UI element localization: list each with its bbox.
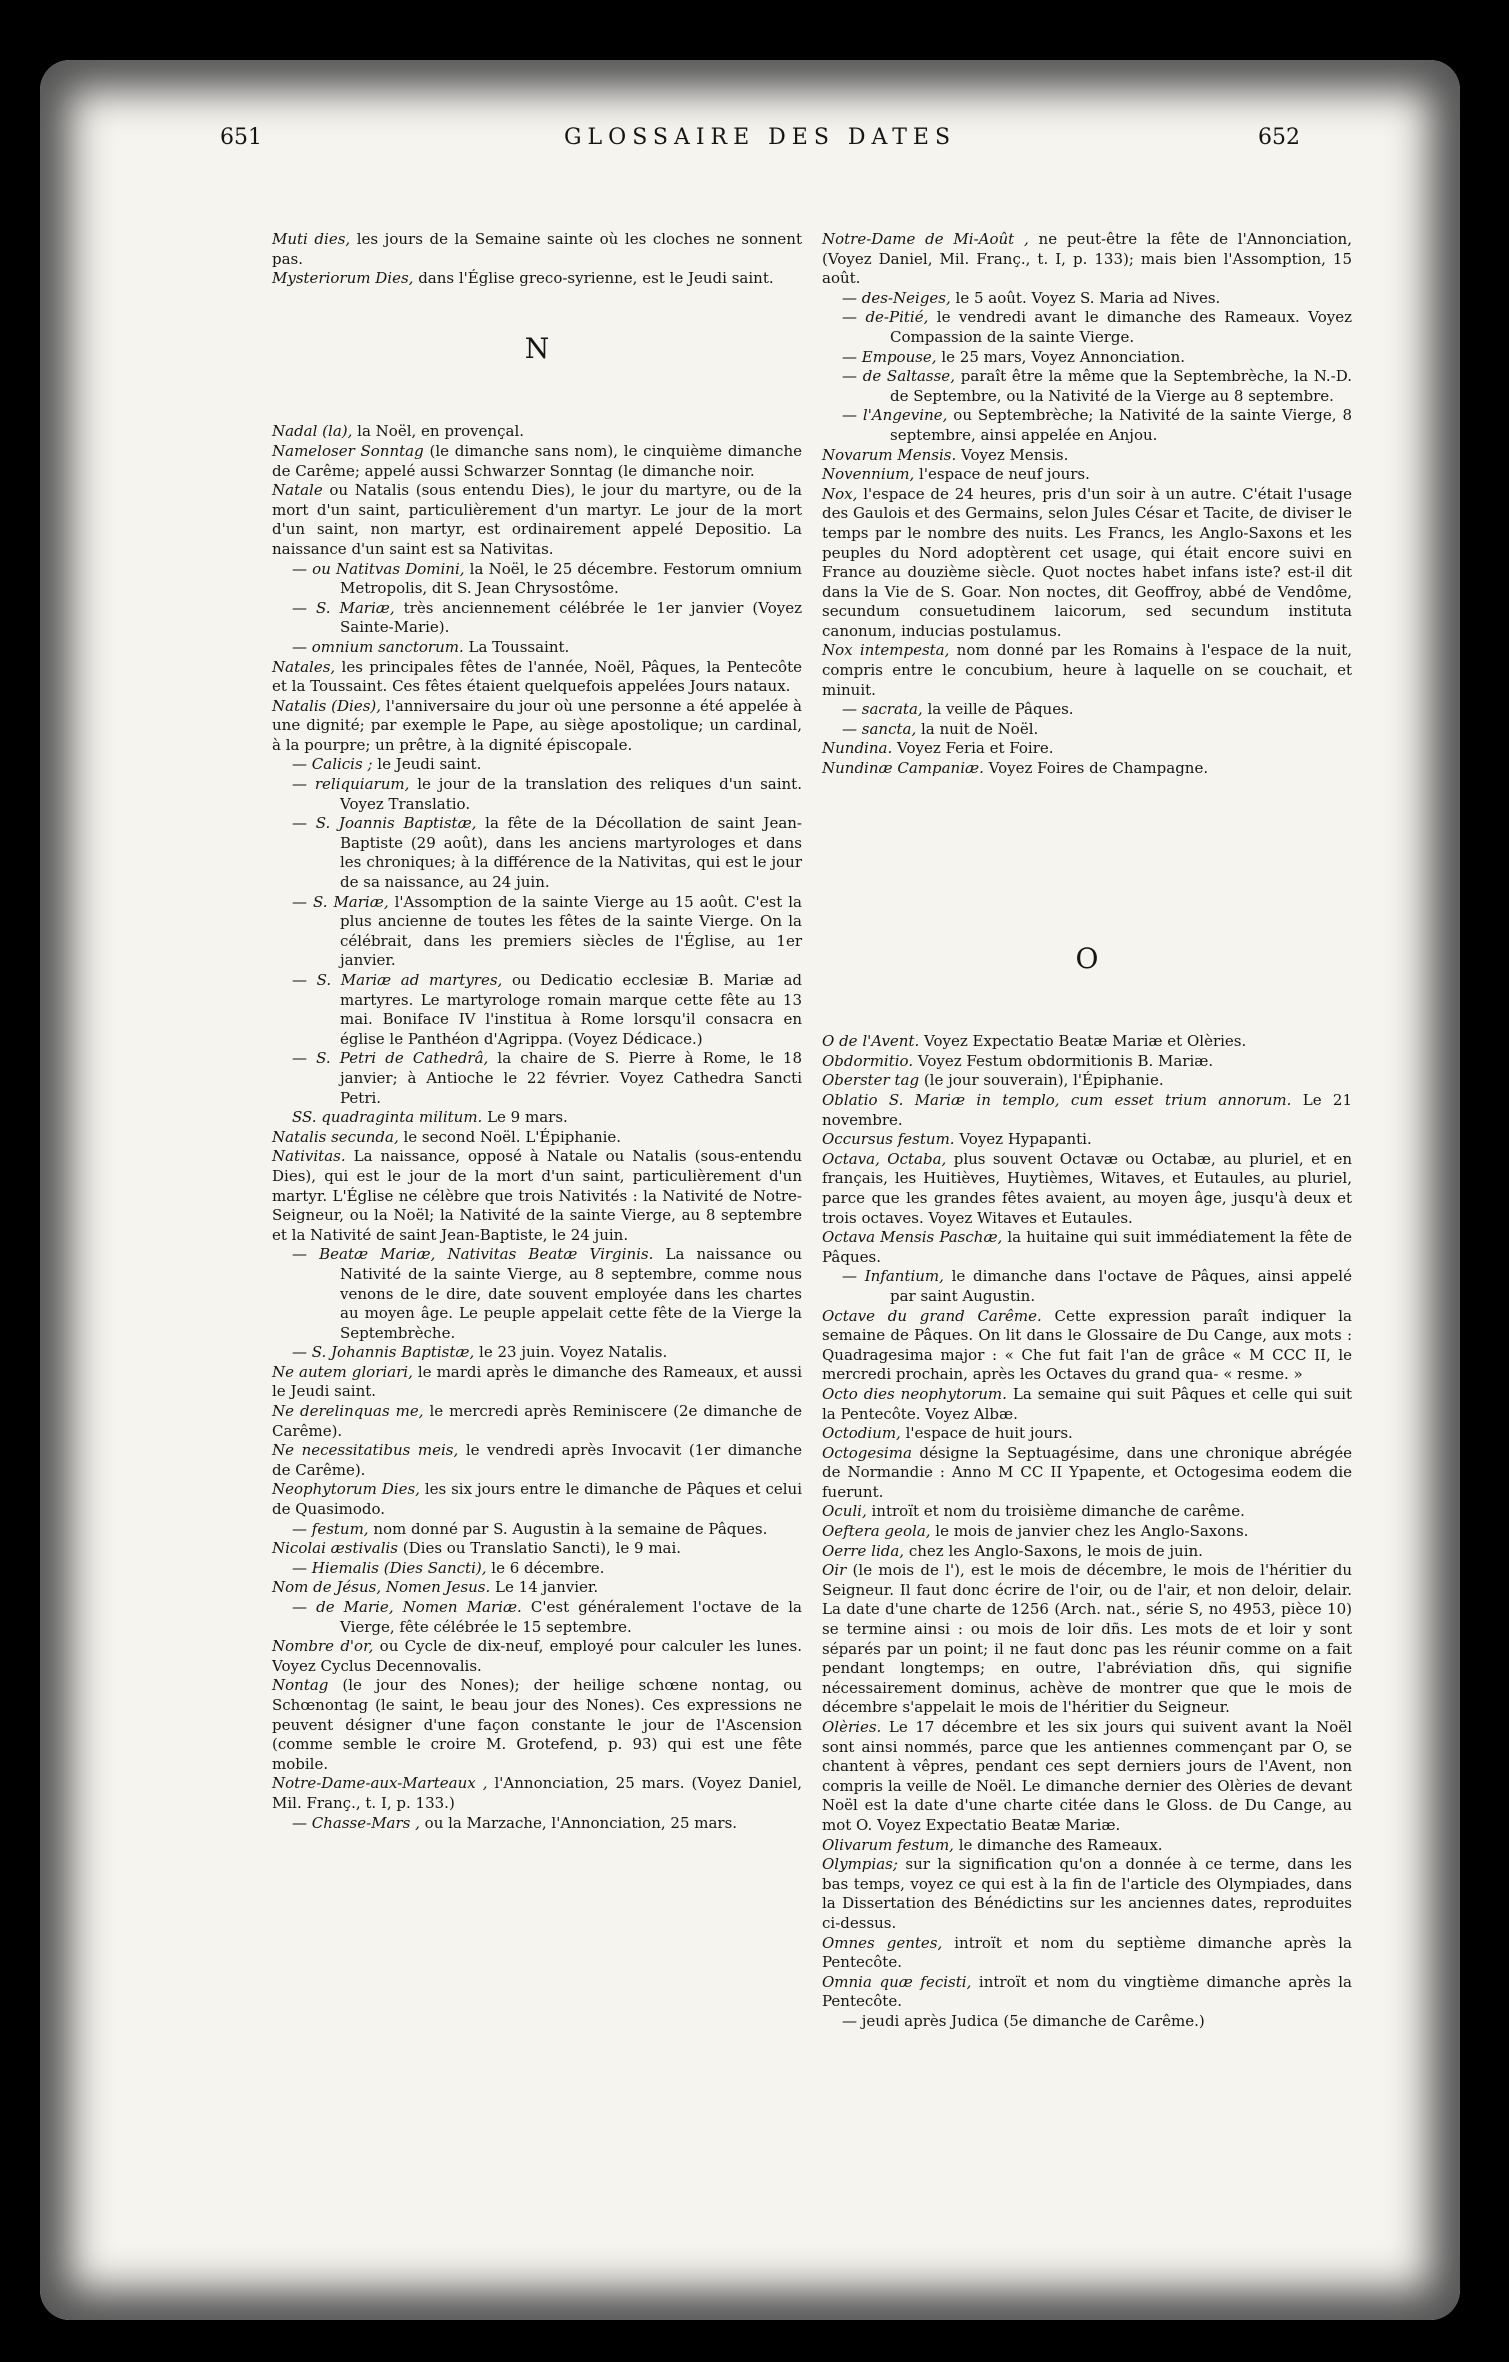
glossary-entry — [822, 465, 1352, 485]
entry-term: — l'Angevine, — [842, 406, 948, 425]
right-column — [822, 230, 1352, 2032]
entry-definition: le dimanche des Rameaux. — [953, 1835, 1163, 1854]
page-number-left: 651 — [220, 125, 262, 150]
entry-definition: Voyez Foires de Champagne. — [983, 759, 1209, 778]
entry-definition: (le jour des Nones); der heilige schœne nontag, ou Schœnontag (le saint, le beau jour des Nones). Ces expressions ne peuvent désigner d'une façon constante le jour de l'Ascension (comme semble le croire M. Grotefend, p. 93) qui est une fête mobile. — [272, 1676, 802, 1773]
entry-term: Nundinæ Campaniæ. — [822, 759, 984, 778]
entry-term: — S. Petri de Cathedrâ, — [292, 1049, 489, 1068]
entry-term: Nontag — [272, 1676, 329, 1695]
entry-term: Mysteriorum Dies, — [272, 269, 414, 288]
glossary-entry — [272, 1147, 802, 1245]
entry-definition: ou Septembrèche; la Nativité de la sainte Vierge, 8 septembre, ainsi appelée en Anjou. — [890, 406, 1352, 444]
entry-definition: ou Cycle de dix-neuf, employé pour calculer les lunes. Voyez Cyclus Decennovalis. — [272, 1637, 803, 1675]
entry-term: Nombre d'or, — [272, 1637, 374, 1656]
glossary-entry — [272, 971, 802, 1049]
entry-definition: la chaire de S. Pierre à Rome, le 18 janvier; à Antioche le 22 février. Voyez Cathedra Sancti Petri. — [340, 1049, 802, 1107]
spacer — [822, 779, 1352, 899]
entry-term: Novennium, — [822, 465, 915, 484]
entry-definition: les jours de la Semaine sainte où les cloches ne sonnent pas. — [272, 230, 802, 268]
entry-definition: très anciennement célébrée le 1er janvier (Voyez Sainte-Marie). — [340, 598, 802, 637]
glossary-entry — [822, 1091, 1352, 1130]
glossary-entry — [272, 1108, 802, 1128]
entry-definition: le mois de janvier chez les Anglo-Saxons. — [930, 1522, 1249, 1541]
entry-definition: nom donné par les Romains à l'espace de la nuit, compris entre le concubium, heure à laquelle on se couchait, et minuit. — [822, 641, 1352, 699]
glossary-entry — [822, 2012, 1352, 2032]
entry-definition: l'espace de huit jours. — [900, 1424, 1073, 1443]
glossary-entry — [272, 638, 802, 658]
entry-definition: le vendredi après Invocavit (1er dimanche de Carême). — [272, 1441, 802, 1479]
entry-term: — Chasse-Mars , — [292, 1813, 420, 1832]
entry-definition: l'Annonciation, 25 mars. (Voyez Daniel, Mil. Franç., t. I, p. 133.) — [272, 1774, 803, 1812]
glossary-entry — [822, 446, 1352, 466]
entry-term: — S. Johannis Baptistæ, — [292, 1343, 475, 1362]
page-title: GLOSSAIRE DES DATES — [563, 125, 957, 150]
entry-term: Novarum Mensis. — [822, 445, 957, 464]
entry-definition: l'espace de 24 heures, pris d'un soir à un autre. C'était l'usage des Gaulois et des Germains, selon Jules César et Tacite, de diviser le temps par le nombre des nuits. Les Francs, les Anglo-Saxons et les peuples du Nord adoptèrent cet usage, qui était encore suivi en France au douzième siècle. Quot noctes habet infans iste? est-il dit dans la Vie de S. Goar. Non noctes, dit Geoffroy, abbé de Vendôme, secundum consuetudinem laicorum, sed secundum instituta canonum, inducias postulamus. — [822, 484, 1352, 640]
entry-definition: ou Dedicatio ecclesiæ B. Mariæ ad martyres. Le martyrologe romain marque cette fête au 13 mai. Boniface IV l'institua à Rome lorsqu'il consacra en église le Panthéon d'Agrippa. (Voyez Dédicace.) — [340, 971, 802, 1048]
glossary-entry — [822, 1561, 1352, 1718]
entry-term: Ne autem gloriari, — [272, 1362, 413, 1381]
glossary-entry — [822, 1150, 1352, 1228]
entry-definition: le second Noël. L'Épiphanie. — [398, 1127, 622, 1146]
glossary-entry — [822, 1385, 1352, 1424]
glossary-entry — [272, 1245, 802, 1343]
entry-term: Nom de Jésus, Nomen Jesus. — [272, 1578, 491, 1597]
glossary-entry — [822, 308, 1352, 347]
entry-term: — S. Mariæ, — [292, 598, 395, 617]
entry-term: Olympias; — [822, 1855, 898, 1874]
glossary-entry — [272, 1637, 802, 1676]
entry-term: — de Saltasse, — [842, 367, 955, 386]
entry-term: — Empouse, — [842, 347, 937, 366]
glossary-entry — [822, 485, 1352, 642]
glossary-entry — [272, 599, 802, 638]
entry-definition: nom donné par S. Augustin à la semaine de Pâques. — [368, 1519, 768, 1538]
entry-term: Octava, Octaba, — [822, 1149, 947, 1168]
entry-definition: ne peut-être la fête de l'Annonciation, (Voyez Daniel, Mil. Franç., t. I, p. 133); mais bien l'Assomption, 15 août. — [822, 230, 1352, 288]
entry-term: — sancta, — [842, 719, 917, 738]
entry-term: Oeftera geola, — [822, 1522, 931, 1541]
entry-definition: paraît être la même que la Septembrèche, la N.-D. de Septembre, ou la Nativité de la Vierge au 8 septembre. — [890, 367, 1352, 405]
glossary-entry — [822, 1502, 1352, 1522]
entry-term: — omnium sanctorum. — [292, 637, 464, 656]
entry-term: Nox, — [822, 484, 858, 503]
entry-definition: Cette expression paraît indiquer la semaine de Pâques. On lit dans le Glossaire de Du Cange, aux mots : Quadragesima major : « Che fut fait l'an de grâce « M CCC II, le mercredi prochain, après les Octaves du grand qua- « resme. » — [822, 1306, 1352, 1384]
entry-definition: la nuit de Noël. — [916, 719, 1039, 738]
entry-definition: introït et nom du septième dimanche après la Pentecôte. — [822, 1933, 1352, 1972]
glossary-entry — [272, 1049, 802, 1108]
entry-term: Omnia quæ fecisti, — [822, 1972, 972, 1991]
entry-definition: (le jour souverain), l'Épiphanie. — [919, 1071, 1164, 1090]
entry-definition: dans l'Église greco-syrienne, est le Jeudi saint. — [413, 269, 774, 288]
entry-term: — Calicis ; — [292, 755, 373, 774]
entry-definition: chez les Anglo-Saxons, le mois de juin. — [904, 1541, 1203, 1560]
entry-definition: La semaine qui suit Pâques et celle qui suit la Pentecôte. Voyez Albæ. — [822, 1384, 1352, 1423]
entry-definition: (Dies ou Translatio Sancti), le 9 mai. — [398, 1539, 682, 1558]
entry-term: Oir — [822, 1561, 847, 1580]
entry-definition: le jour de la translation des reliques d'un saint. Voyez Translatio. — [340, 775, 802, 813]
entry-definition: l'Assomption de la sainte Vierge au 15 août. C'est la plus ancienne de toutes les fêtes de la sainte Vierge. On la célébrait, dans les premiers siècles de l'Église, au 1er janvier. — [340, 892, 802, 970]
entry-term: O de l'Avent. — [822, 1032, 920, 1051]
entry-definition: introït et nom du vingtième dimanche après la Pentecôte. — [822, 1972, 1352, 2011]
entry-definition: ou Natalis (sous entendu Dies), le jour du martyre, ou de la mort d'un saint, particulièrement d'un martyr. Le jour de la mort d'un saint, non martyr, est ordinairement appelé Depositio. La naissance d'un saint est sa Nativitas. — [272, 481, 802, 558]
glossary-entry — [272, 1774, 802, 1813]
glossary-entry — [822, 1267, 1352, 1306]
entry-term: — — [842, 2011, 857, 2030]
glossary-entry — [272, 1598, 802, 1637]
entry-definition: le dimanche dans l'octave de Pâques, ainsi appelé par saint Augustin. — [890, 1267, 1352, 1305]
entry-term: Oberster tag — [822, 1071, 920, 1090]
entry-term: Nameloser Sonntag — [272, 441, 424, 460]
glossary-entry — [822, 1934, 1352, 1973]
glossary-entry — [822, 348, 1352, 368]
entry-definition: le 25 mars, Voyez Annonciation. — [936, 347, 1185, 366]
entry-term: Muti dies, — [272, 230, 351, 248]
glossary-entry — [272, 442, 802, 481]
entry-definition: jeudi après Judica (5e dimanche de Carême.) — [857, 2011, 1205, 2030]
glossary-entry — [822, 641, 1352, 700]
entry-definition: les six jours entre le dimanche de Pâques et celui de Quasimodo. — [272, 1480, 802, 1519]
entry-term: Nicolai æstivalis — [272, 1539, 398, 1558]
entry-term: Ne derelinquas me, — [272, 1402, 424, 1421]
entry-definition: le mardi après le dimanche des Rameaux, et aussi le Jeudi saint. — [272, 1362, 802, 1401]
glossary-entry — [822, 1836, 1352, 1856]
page-number-right: 652 — [1258, 125, 1300, 150]
glossary-entry — [272, 560, 802, 599]
glossary-entry — [822, 1052, 1352, 1072]
entry-definition: l'anniversaire du jour où une personne a été appelée à une dignité; par exemple le Pape, au siège apostolique; un cardinal, à la pourpre; un prêtre, à la dignité épiscopale. — [272, 696, 802, 754]
glossary-entry — [272, 269, 802, 289]
glossary-entry — [822, 1424, 1352, 1444]
running-header — [220, 125, 1300, 165]
entry-term: — des-Neiges, — [842, 288, 951, 307]
entry-definition: Voyez Feria et Foire. — [892, 739, 1054, 758]
entry-definition: la Noël, le 25 décembre. Festorum omnium Metropolis, dit S. Jean Chrysostôme. — [340, 559, 802, 598]
entry-definition: l'espace de neuf jours. — [914, 465, 1090, 484]
entry-term: Ne necessitatibus meis, — [272, 1441, 459, 1460]
glossary-entry — [822, 700, 1352, 720]
section-letter-n: N — [524, 331, 550, 365]
glossary-entry — [272, 1441, 802, 1480]
entry-definition: le Jeudi saint. — [372, 755, 482, 774]
glossary-entry — [272, 697, 802, 756]
entry-definition: La Toussaint. — [463, 637, 570, 656]
entry-term: — S. Joannis Baptistæ, — [292, 814, 477, 833]
entry-term: Octodium, — [822, 1424, 901, 1443]
entry-definition: désigne la Septuagésime, dans une chronique abrégée de Normandie : Anno M CC II Ypapente, et Octogesima eodem die fuerunt. — [822, 1443, 1352, 1501]
entry-definition: plus souvent Octavæ ou Octabæ, au pluriel, et en français, les Huitièves, Huytièmes, Witaves, et Eutaules, au pluriel, parce que les grandes fêtes avaient, au moyen âge, jusqu'à deux et trois octaves. Voyez Witaves et Eutaules. — [822, 1149, 1353, 1227]
entry-definition: le mercredi après Reminiscere (2e dimanche de Carême). — [272, 1402, 802, 1440]
entry-definition: Voyez Mensis. — [956, 445, 1069, 464]
entry-term: Octogesima — [822, 1443, 912, 1462]
entry-term: Nundina. — [822, 739, 893, 758]
entry-term: SS. quadraginta militum. — [292, 1108, 483, 1127]
glossary-entry — [822, 1855, 1352, 1933]
entry-definition: Le 9 mars. — [482, 1108, 568, 1127]
entry-definition: la Noël, en provençal. — [352, 422, 525, 441]
glossary-entry — [272, 230, 802, 269]
entry-term: — de-Pitié, — [842, 308, 929, 327]
glossary-entry — [822, 1032, 1352, 1052]
glossary-entry — [272, 1402, 802, 1441]
entry-definition: Le 14 janvier. — [490, 1578, 599, 1597]
entry-term: Natalis (Dies), — [272, 696, 382, 715]
entry-term: — sacrata, — [842, 700, 923, 719]
entry-definition: la fête de la Décollation de saint Jean-Baptiste (29 août), dans les anciens martyrologes et dans les chroniques; à la différence de la Nativitas, qui est le jour de sa naissance, au 24 juin. — [340, 814, 802, 892]
entry-term: Omnes gentes, — [822, 1933, 943, 1952]
glossary-entry — [272, 1539, 802, 1559]
glossary-entry — [822, 1071, 1352, 1091]
glossary-entry — [272, 1363, 802, 1402]
entry-term: Natales, — [272, 657, 336, 676]
entry-term: Notre-Dame-aux-Marteaux , — [272, 1774, 488, 1793]
entry-definition: Voyez Festum obdormitionis B. Mariæ. — [913, 1051, 1214, 1070]
glossary-entry — [822, 1130, 1352, 1150]
section-letter-o: O — [1075, 941, 1099, 975]
entry-definition: la veille de Pâques. — [922, 700, 1074, 719]
entry-definition: le vendredi avant le dimanche des Rameaux. Voyez Compassion de la sainte Vierge. — [890, 308, 1352, 346]
entry-term: — de Marie, Nomen Mariæ. — [292, 1598, 522, 1616]
entry-definition: La naissance, opposé à Natale ou Natalis (sous-entendu Dies), qui est le jour de la mort d'un saint, particulièrement d'un martyr. L'Église ne célèbre que trois Nativités : la Nativité de Notre-Seigneur, ou la Noël; la Nativité de la sainte Vierge, au 8 septembre et la Nativité de saint Jean-Baptiste, le 24 juin. — [272, 1147, 802, 1244]
glossary-entry — [272, 814, 802, 892]
entry-definition: (le mois de l'), est le mois de décembre, le mois de l'héritier du Seigneur. Il faut donc écrire de l'oir, ou de l'air, et non deloir, delair. La date d'une charte de 1256 (Arch. nat., série S, no 4953, pièce 10) se termine ainsi : ou mois de loir dñs. Les mots de et loir y sont séparés par un point; il ne faut donc pas les réunir comme on a fait pendant longtemps; en outre, l'abréviation dñs, qui signifie nécessairement dominus, achève de montrer que que le mois de décembre s'appelait le mois de l'héritier du Seigneur. — [822, 1561, 1352, 1717]
entry-term: Occursus festum. — [822, 1130, 955, 1149]
entry-definition: le 6 décembre. — [486, 1558, 605, 1577]
entry-term: — ou Natitvas Domini, — [292, 559, 465, 578]
entry-definition: Voyez Expectatio Beatæ Mariæ et Olèries. — [919, 1032, 1247, 1051]
entry-term: Octave du grand Carême. — [822, 1306, 1042, 1325]
glossary-entry — [822, 289, 1352, 309]
entry-term: — reliquiarum, — [292, 775, 410, 794]
glossary-entry — [822, 1973, 1352, 2012]
entry-definition: le 23 juin. Voyez Natalis. — [474, 1343, 668, 1362]
glossary-entry — [822, 230, 1352, 289]
glossary-entry — [272, 1128, 802, 1148]
entry-definition: les principales fêtes de l'année, Noël, Pâques, la Pentecôte et la Toussaint. Ces fêtes étaient quelquefois appelées Jours nataux. — [272, 657, 802, 696]
glossary-entry — [272, 1676, 802, 1774]
entry-definition: La naissance ou Nativité de la sainte Vierge, au 8 septembre, comme nous venons de le dire, date souvent employée dans les chartes au moyen âge. Le peuple appelait cette fête de la Vierge la Septembrèche. — [340, 1245, 803, 1342]
entry-term: — S. Mariæ, — [292, 892, 389, 911]
glossary-entry — [822, 1718, 1352, 1836]
glossary-entry — [272, 1520, 802, 1540]
glossary-entry — [822, 1228, 1352, 1267]
entry-term: Obdormitio. — [822, 1051, 914, 1070]
entry-definition: Le 17 décembre et les six jours qui suivent avant la Noël sont ainsi nommés, parce que les antiennes commençant par O, se chantent à vêpres, pendant ces sept derniers jours de l'Avent, non compris la veille de Noël. Le dimanche dernier des Olèries de devant Noël est la date d'une charte citée dans le Gloss. de Du Cange, au mot O. Voyez Expectatio Beatæ Mariæ. — [822, 1718, 1352, 1834]
entry-term: — S. Mariæ ad martyres, — [292, 971, 503, 989]
entry-definition: Le 21 novembre. — [822, 1091, 1353, 1129]
glossary-entry — [822, 1444, 1352, 1503]
glossary-entry — [272, 755, 802, 775]
entry-term: Nadal (la), — [272, 422, 353, 441]
entry-term: Oerre lida, — [822, 1541, 905, 1560]
glossary-entry — [822, 759, 1352, 779]
entry-term: Natale — [272, 481, 323, 500]
entry-term: Nox intempesta, — [822, 641, 950, 660]
glossary-entry — [822, 367, 1352, 406]
entry-term: Olèries. — [822, 1718, 882, 1736]
entry-term: Notre-Dame de Mi-Août , — [822, 230, 1029, 248]
entry-term: Nativitas. — [272, 1147, 346, 1166]
glossary-entry — [272, 1814, 802, 1834]
glossary-entry — [272, 775, 802, 814]
entry-term: Natalis secunda, — [272, 1127, 399, 1146]
glossary-entry — [822, 720, 1352, 740]
entry-definition: la huitaine qui suit immédiatement la fête de Pâques. — [822, 1228, 1353, 1266]
entry-term: — Beatæ Mariæ, Nativitas Beatæ Virginis. — [292, 1245, 654, 1264]
glossary-entry — [272, 893, 802, 971]
entry-definition: Voyez Hypapanti. — [954, 1130, 1092, 1149]
entry-term: — festum, — [292, 1519, 369, 1538]
entry-term: Oculi, — [822, 1502, 867, 1521]
glossary-entry — [272, 1578, 802, 1598]
entry-term: Olivarum festum, — [822, 1835, 954, 1854]
glossary-entry — [822, 406, 1352, 445]
glossary-entry — [272, 1343, 802, 1363]
left-column — [272, 230, 802, 1833]
entry-definition: sur la signification qu'on a donnée à ce terme, dans les bas temps, voyez ce qui est à la fin de l'article des Olympiades, dans la Dissertation des Bénédictins sur les anciennes dates, reproduites ci-dessus. — [822, 1855, 1352, 1932]
entry-term: — Hiemalis (Dies Sancti), — [292, 1558, 487, 1577]
entry-term: Octo dies neophytorum. — [822, 1384, 1007, 1403]
glossary-entry — [822, 1307, 1352, 1385]
glossary-entry — [822, 1522, 1352, 1542]
entry-term: Oblatio S. Mariæ in templo, cum esset trium annorum. — [822, 1091, 1292, 1109]
glossary-entry — [822, 739, 1352, 759]
glossary-entry — [272, 481, 802, 559]
entry-definition: C'est généralement l'octave de la Vierge, fête célébrée le 15 septembre. — [340, 1598, 802, 1636]
glossary-entry — [822, 1542, 1352, 1562]
glossary-entry — [272, 1480, 802, 1519]
entry-term: Neophytorum Dies, — [272, 1480, 420, 1499]
entry-definition: introït et nom du troisième dimanche de carême. — [866, 1502, 1245, 1521]
entry-definition: le 5 août. Voyez S. Maria ad Nives. — [950, 288, 1221, 307]
entry-definition: ou la Marzache, l'Annonciation, 25 mars. — [419, 1813, 738, 1832]
glossary-entry — [272, 1559, 802, 1579]
entry-term: — Infantium, — [842, 1267, 944, 1286]
entry-term: Octava Mensis Paschæ, — [822, 1228, 1003, 1247]
glossary-entry — [272, 422, 802, 442]
glossary-entry — [272, 658, 802, 697]
entry-definition: (le dimanche sans nom), le cinquième dimanche de Carême; appelé aussi Schwarzer Sonntag (le dimanche noir. — [272, 441, 802, 480]
